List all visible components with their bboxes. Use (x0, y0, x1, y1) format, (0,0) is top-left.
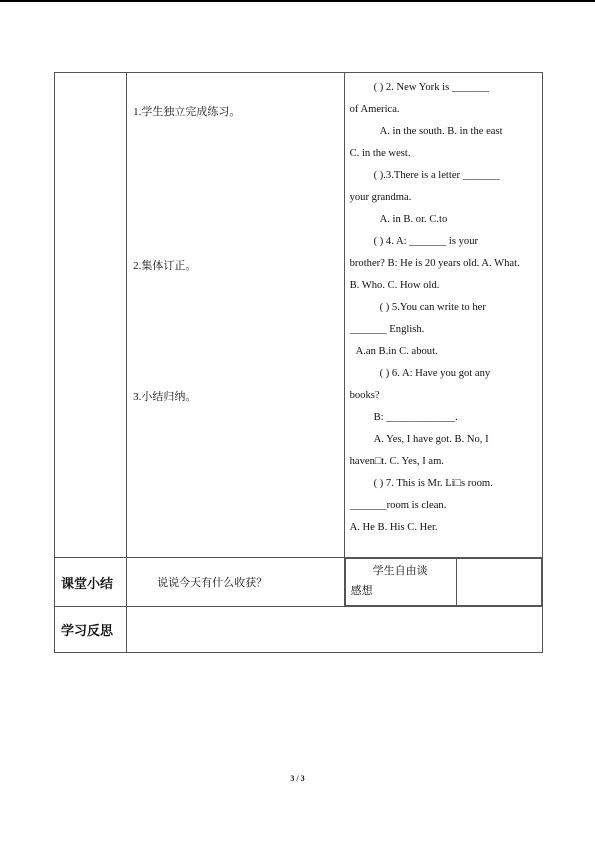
quiz-line: ( ) 5.You can write to her (379, 302, 486, 313)
quiz-line: _______ English. (349, 324, 425, 335)
reflection-row (55, 607, 543, 653)
practice-label-cell (55, 73, 127, 558)
quiz-line: haven□t. C. Yes, I am. (349, 456, 444, 467)
steps-cell (127, 73, 344, 558)
quiz-line: ( ) 6. A: Have you got any (379, 368, 491, 379)
lesson-table (54, 72, 543, 653)
activity-line-2: 感想 (350, 585, 373, 597)
header-rule (0, 0, 595, 2)
quiz-line: A. in the south. B. in the east (379, 126, 503, 137)
summary-question: 说说今天有什么收获？ (127, 558, 344, 607)
page-number: 3 / 3 (290, 774, 305, 783)
summary-activity (345, 559, 456, 606)
quiz-line: ( ).3.There is a letter _______ (373, 170, 500, 181)
quiz-line: C. in the west. (349, 148, 411, 159)
quiz-line: A. in B. or. C.to (379, 214, 448, 225)
quiz-line: books? (349, 390, 380, 401)
activity-line-1: 学生自由谈 (372, 565, 428, 577)
quiz-line: A. Yes, I have got. B. No, I (373, 434, 489, 445)
reflection-content (127, 607, 543, 653)
quiz-line: _______room is clean. (349, 500, 447, 511)
quiz-line: B. Who. C. How old. (349, 280, 440, 291)
quiz-line: ( ) 2. New York is _______ (373, 82, 489, 93)
quiz-cell (344, 73, 542, 558)
step-2: 2.集体订正。 (133, 260, 197, 272)
quiz-line: B: _____________. (373, 412, 458, 423)
step-3: 3.小结归纳。 (133, 391, 197, 403)
quiz-line: A. He B. His C. Her. (349, 522, 438, 533)
reflection-label: 学习反思 (55, 607, 127, 653)
step-1: 1.学生独立完成练习。 (133, 106, 241, 118)
quiz-line: your grandma. (349, 192, 412, 203)
quiz-line: ( ) 4. A: _______ is your (373, 236, 479, 247)
quiz-line: A.an B.in C. about. (355, 346, 438, 357)
quiz-line: ( ) 7. This is Mr. Li□s room. (373, 478, 493, 489)
summary-inner-table (345, 558, 542, 606)
summary-activity-cell (344, 558, 542, 607)
quiz-line: of America. (349, 104, 400, 115)
summary-row (55, 558, 543, 607)
summary-label: 课堂小结 (55, 558, 127, 607)
quiz-line: brother? B: He is 20 years old. A. What. (349, 258, 520, 269)
practice-row (55, 73, 543, 558)
summary-empty-cell (456, 559, 541, 606)
